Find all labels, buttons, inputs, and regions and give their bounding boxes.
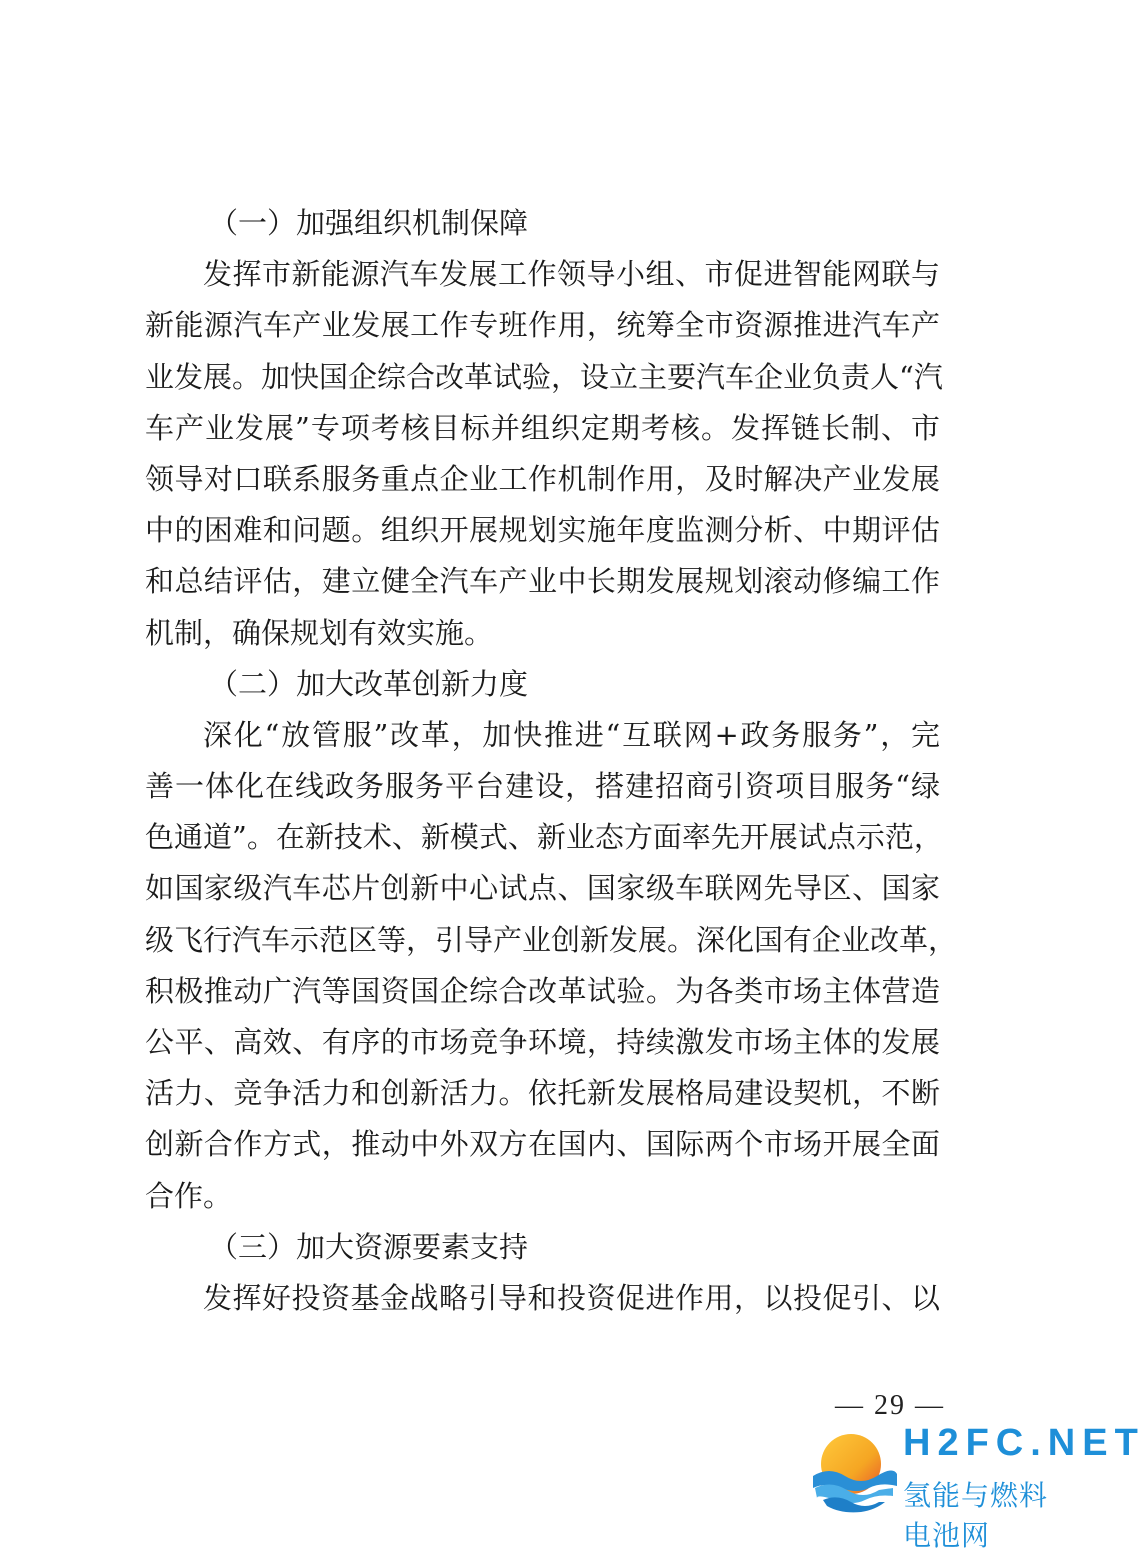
paragraph-line: 发挥市新能源汽车发展工作领导小组、市促进智能网联与 — [203, 257, 940, 292]
document-body — [145, 198, 958, 1324]
paragraph-line: 级飞行汽车示范区等，引导产业创新发展。深化国有企业改革， — [145, 922, 958, 957]
page-number: — 29 — — [835, 1390, 945, 1421]
paragraph-line: 活力、竞争活力和创新活力。依托新发展格局建设契机，不断 — [145, 1076, 940, 1111]
section-heading-3: （三）加大资源要素支持 — [209, 1229, 529, 1264]
paragraph-line: 发挥好投资基金战略引导和投资促进作用，以投促引、以 — [203, 1280, 940, 1315]
paragraph-line: 机制，确保规划有效实施。 — [145, 615, 494, 650]
paragraph-line: 色通道”。在新技术、新模式、新业态方面率先开展试点示范， — [145, 820, 943, 855]
paragraph-line: 领导对口联系服务重点企业工作机制作用，及时解决产业发展 — [145, 461, 940, 496]
paragraph-line: 深化“放管服”改革，加快推进“互联网+政务服务”，完 — [203, 717, 940, 752]
paragraph-line: 如国家级汽车芯片创新中心试点、国家级车联网先导区、国家 — [145, 871, 940, 906]
paragraph-line: 合作。 — [145, 1178, 233, 1213]
paragraph-line: 中的困难和问题。组织开展规划实施年度监测分析、中期评估 — [145, 513, 940, 548]
sun-waves-logo-icon — [805, 1424, 897, 1516]
paragraph-line: 车产业发展”专项考核目标并组织定期考核。发挥链长制、市 — [145, 410, 940, 445]
paragraph-line: 新能源汽车产业发展工作专班作用，统筹全市资源推进汽车产 — [145, 308, 940, 343]
paragraph-line: 业发展。加快国企综合改革试验，设立主要汽车企业负责人“汽 — [145, 359, 943, 394]
section-heading-1: （一）加强组织机制保障 — [209, 206, 529, 240]
paragraph-line: 善一体化在线政务服务平台建设，搭建招商引资项目服务“绿 — [145, 769, 940, 804]
watermark-subtitle: 氢能与燃料电池网 — [903, 1479, 1049, 1552]
paragraph-line: 和总结评估，建立健全汽车产业中长期发展规划滚动修编工作 — [145, 564, 940, 599]
watermark-brand: H2FC.NET — [903, 1422, 1145, 1464]
paragraph-line: 公平、高效、有序的市场竞争环境，持续激发市场主体的发展 — [145, 1025, 940, 1059]
paragraph-line: 创新合作方式，推动中外双方在国内、国际两个市场开展全面 — [145, 1127, 940, 1162]
site-watermark — [805, 1422, 1145, 1552]
paragraph-line: 积极推动广汽等国资国企综合改革试验。为各类市场主体营造 — [145, 973, 940, 1008]
section-heading-2: （二）加大改革创新力度 — [209, 666, 529, 701]
